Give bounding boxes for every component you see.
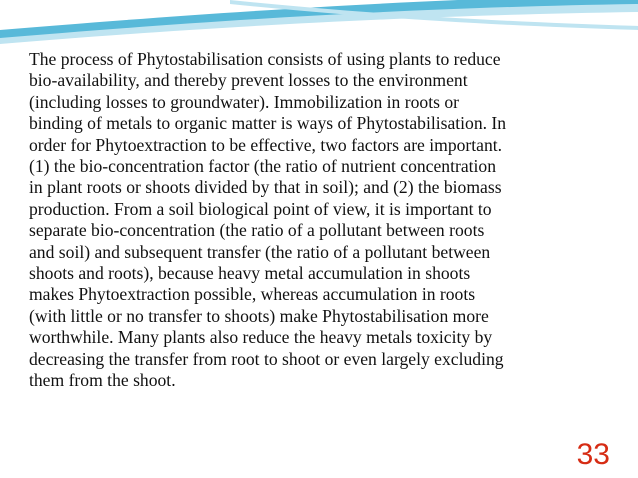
page-number: 33 [576,438,610,471]
body-paragraph: The process of Phytostabilisation consists of using plants to reduce bio-availability, and thereby prevent losses to the environment (including losses to groundwater). Immobilization in roots or binding of metals to organic matter is ways of Phytostabilisation. In order for Phytoextraction to be effective, two factors are important. (1) the bio-concentration factor (the ratio of nutrient concentration in plant roots or shoots divided by that in soil); and (2) the biomass production. From a soil biological point of view, it is important to separate bio-concentration (the ratio of a pollutant between roots and soil) and subsequent transfer (the ratio of a pollutant between shoots and roots), because heavy metal accumulation in shoots makes Phytoextraction possible, whereas accumulation in roots (with little or no transfer to shoots) make Phytostabilisation more worthwhile. Many plants also reduce the heavy metals toxicity by decreasing the transfer from root to shoot or even largely excluding them from the shoot. [29,49,507,391]
